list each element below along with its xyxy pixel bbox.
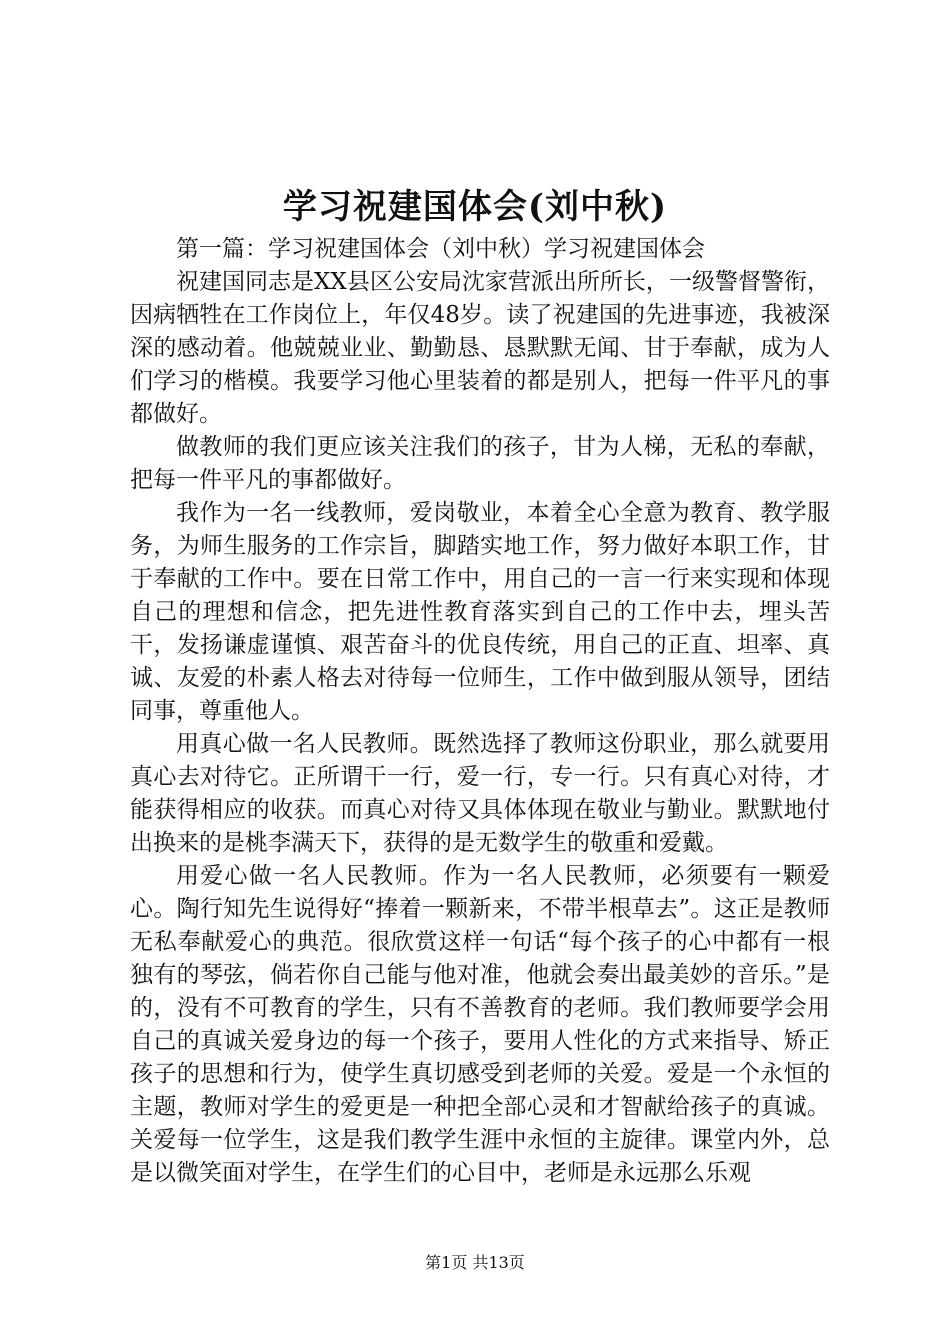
document-title: 学习祝建国体会(刘中秋) — [282, 187, 668, 227]
page-number-footer: 第1页 共13页 — [425, 1253, 525, 1272]
document-body — [130, 233, 830, 1190]
paragraph: 用真心做一名人民教师。既然选择了教师这份职业，那么就要用真心去对待它。正所谓干一行，爱一行，专一行。只有真心对待，才能获得相应的收获。而真心对待又具体体现在敬业与勤业。默默地付出换来的是桃李满天下，获得的是无数学生的敬重和爱戴。 — [130, 731, 830, 856]
paragraph: 第一篇：学习祝建国体会（刘中秋）学习祝建国体会 — [176, 236, 705, 262]
paragraph: 用爱心做一名人民教师。作为一名人民教师，必须要有一颗爱心。陶行知先生说得好“捧着一颗新来，不带半根草去”。这正是教师无私奉献爱心的典范。很欣赏这样一句话“每个孩子的心中都有一根独有的琴弦，倘若你自己能与他对准，他就会奏出最美妙的音乐。”是的，没有不可教育的学生，只有不善教育的老师。我们教师要学会用自己的真诚关爱身边的每一个孩子，要用人性化的方式来指导、矫正孩子的思想和行为，使学生真切感受到老师的关爱。爱是一个永恒的主题，教师对学生的爱更是一种把全部心灵和才智献给孩子的真诚。关爱每一位学生，这是我们教学生涯中永恒的主旋律。课堂内外，总是以微笑面对学生，在学生们的心目中，老师是永远那么乐观 — [130, 863, 830, 1186]
paragraph: 做教师的我们更应该关注我们的孩子，甘为人梯，无私的奉献，把每一件平凡的事都做好。 — [130, 434, 830, 493]
paragraph: 我作为一名一线教师，爱岗敬业，本着全心全意为教育、教学服务，为师生服务的工作宗旨，脚踏实地工作，努力做好本职工作，甘于奉献的工作中。要在日常工作中，用自己的一言一行来实现和体现自己的理想和信念，把先进性教育落实到自己的工作中去，埋头苦干，发扬谦虚谨慎、艰苦奋斗的优良传统，用自己的正直、坦率、真诚、友爱的朴素人格去对待每一位师生，工作中做到服从领导，团结同事，尊重他人。 — [130, 500, 830, 724]
paragraph: 祝建国同志是XX县区公安局沈家营派出所所长，一级警督警衔，因病牺牲在工作岗位上，年仅48岁。读了祝建国的先进事迹，我被深深的感动着。他兢兢业业、勤勤恳、恳默默无闻、甘于奉献，成为人们学习的楷模。我要学习他心里装着的都是别人，把每一件平凡的事都做好。 — [130, 269, 830, 427]
